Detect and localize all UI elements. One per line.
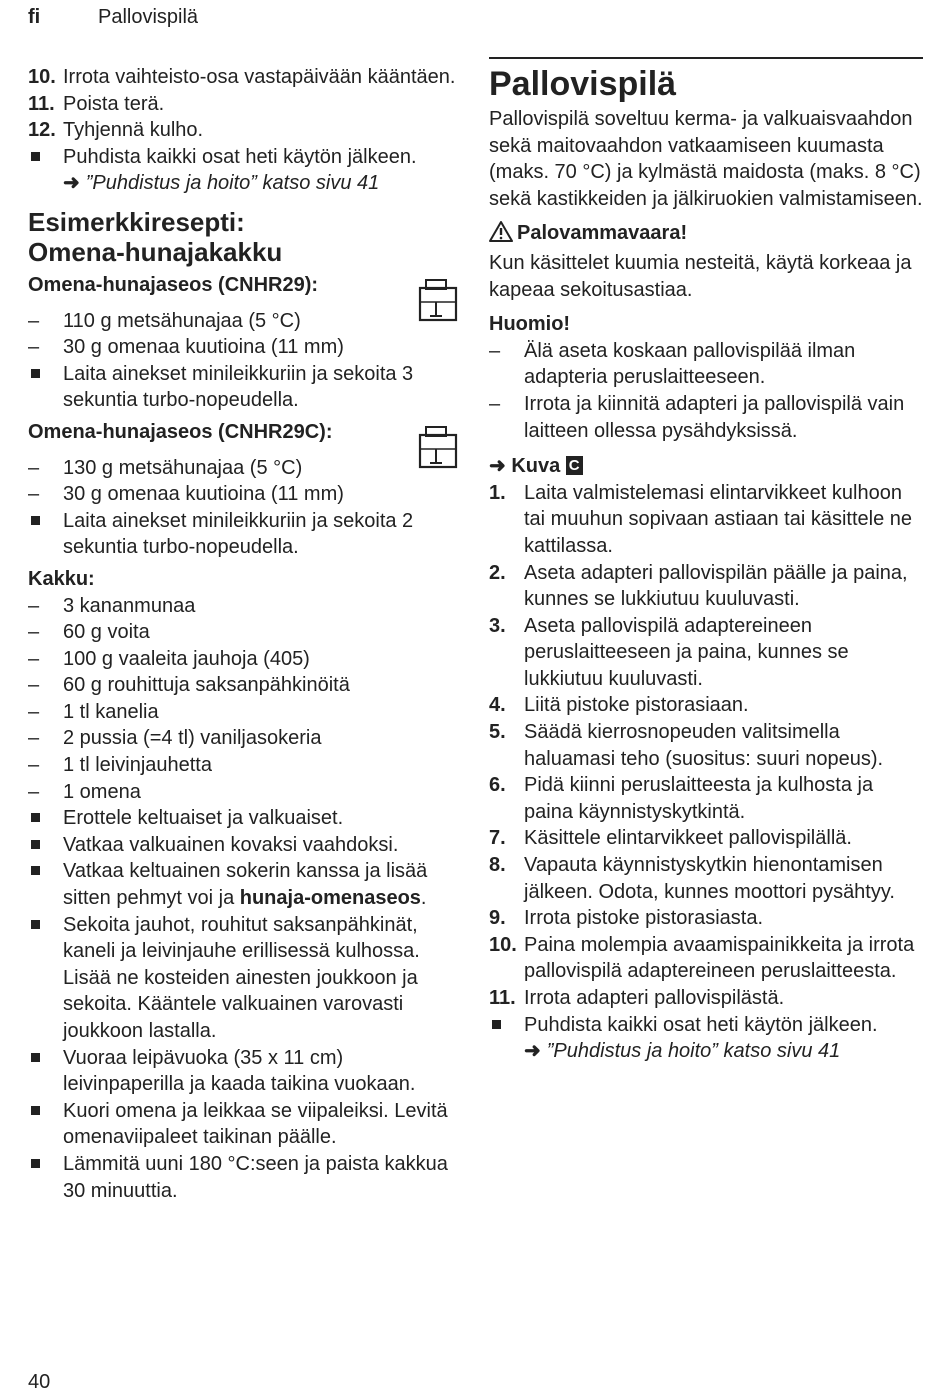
ingredient-item: – 2 pussia (=4 tl) vaniljasokeria	[28, 727, 322, 750]
bullet-square-icon	[28, 144, 63, 171]
warning-title: Palovammavaara!	[517, 222, 688, 245]
bullet-item	[28, 144, 460, 171]
section-divider	[489, 57, 923, 59]
bullet-square-icon	[28, 912, 63, 1045]
ingredient-item: – 30 g omenaa kuutioina (11 mm)	[28, 336, 344, 359]
section-title: Pallovispilä	[489, 65, 677, 103]
ingredient-item: – 130 g metsähunajaa (5 °C)	[28, 456, 303, 479]
bullet-square-icon	[28, 832, 63, 859]
right-column	[489, 64, 923, 1065]
step-item: 5. Säädä kierrosnopeuden valitsimella haluamasi teho (suositus: suuri nopeus).	[489, 721, 884, 770]
bullet-item: Lämmitä uuni 180 °C:seen ja paista kakkua 30 minuuttia.	[28, 1151, 460, 1204]
figure-letter-badge: C	[566, 456, 583, 475]
bullet-item: Vatkaa valkuainen kovaksi vaahdoksi.	[28, 832, 460, 859]
step-item: 1. Laita valmistelemasi elintarvikkeet kulhoon tai muuhun sopivaan astiaan tai käsittele ne kattilassa.	[489, 481, 913, 557]
cross-reference-text[interactable]: ”Puhdistus ja hoito” katso sivu 41	[546, 1040, 841, 1063]
step-item: 11. Irrota adapteri pallovispilästä.	[489, 987, 785, 1009]
bullet-square-icon	[28, 361, 63, 414]
ingredient-item: – 1 tl kanelia	[28, 700, 159, 723]
language-code: fi	[28, 6, 41, 28]
bullet-item: Puhdista kaikki osat heti käytön jälkeen.	[489, 1012, 923, 1039]
bullet-square-icon	[28, 805, 63, 832]
mini-chopper-icon	[414, 425, 460, 479]
step-item	[28, 64, 460, 91]
bullet-text: Puhdista kaikki osat heti käytön jälkeen.	[63, 145, 417, 168]
ingredient-item: – 60 g voita	[28, 621, 150, 644]
ingredient-item: – 30 g omenaa kuutioina (11 mm)	[28, 483, 344, 506]
step-text: Tyhjennä kulho.	[63, 119, 204, 142]
intro-paragraph: Pallovispilä soveltuu kerma- ja valkuaisvaahdon sekä maitovaahdon vatkaamiseen kuumasta (maks. 70 °C) ja kylmästä maidosta (maks. 8 °C) sekä kastikkeiden ja jälkiruokien valmistamiseen.	[489, 108, 923, 210]
ingredient-item: – 3 kananmunaa	[28, 594, 196, 617]
ingredient-item: – 100 g vaaleita jauhoja (405)	[28, 647, 310, 670]
bullet-square-icon	[28, 1151, 63, 1204]
ingredient-item: – 110 g metsähunajaa (5 °C)	[28, 309, 301, 332]
ingredient-item: – 60 g rouhittuja saksanpähkinöitä	[28, 674, 350, 697]
header-title: Pallovispilä	[98, 6, 199, 28]
bullet-square-icon	[28, 508, 63, 561]
bullet-item: Erottele keltuaiset ja valkuaiset.	[28, 805, 460, 832]
step-number: 11.	[28, 92, 55, 115]
page-header	[28, 6, 198, 29]
mini-chopper-icon	[414, 278, 460, 332]
bullet-square-icon	[28, 1098, 63, 1151]
bullet-square-icon	[28, 1045, 63, 1098]
bullet-item: Vatkaa keltuainen sokerin kanssa ja lisää sitten pehmyt voi ja hunaja-omenaseos.	[28, 858, 460, 911]
cross-reference-text[interactable]: ”Puhdistus ja hoito” katso sivu 41	[85, 172, 380, 195]
ingredient-item: – 1 omena	[28, 780, 141, 803]
warning-triangle-icon	[489, 220, 513, 250]
figure-reference	[489, 453, 923, 480]
warning-heading	[489, 220, 923, 250]
arrow-right-icon: ➜	[524, 1040, 541, 1063]
note-heading: Huomio!	[489, 313, 571, 336]
arrow-right-icon: ➜	[63, 172, 80, 195]
bullet-item: Laita ainekset minileikkuriin ja sekoita 3 sekuntia turbo-nopeudella.	[28, 361, 460, 414]
note-item: – Irrota ja kiinnitä adapteri ja pallovispilä vain laitteen ollessa pysähdyksissä.	[489, 392, 905, 442]
bullet-square-icon	[28, 858, 63, 911]
cake-heading: Kakku:	[28, 567, 95, 590]
step-item: 9. Irrota pistoke pistorasiasta.	[489, 907, 763, 930]
step-item: 10. Paina molempia avaamispainikkeita ja irrota pallovispilä adaptereineen peruslaitteesta.	[489, 933, 915, 983]
recipe-title-line-2: Omena-hunajakakku	[28, 236, 283, 267]
mix2-title: Omena-hunajaseos (CNHR29C):	[28, 420, 333, 443]
recipe-title-line-1: Esimerkkiresepti:	[28, 206, 245, 237]
cross-reference	[489, 1038, 923, 1065]
step-item	[28, 117, 460, 144]
step-item: 4. Liitä pistoke pistorasiaan.	[489, 694, 749, 717]
step-number: 10.	[28, 66, 56, 88]
step-text: Poista terä.	[63, 92, 165, 115]
step-item: 3. Aseta pallovispilä adaptereineen peruslaitteeseen ja paina, kunnes se lukkiutuu kuuluvasti.	[489, 614, 849, 690]
bullet-item: Laita ainekset minileikkuriin ja sekoita 2 sekuntia turbo-nopeudella.	[28, 508, 460, 561]
note-item: – Älä aseta koskaan pallovispilää ilman adapteria peruslaitteeseen.	[489, 339, 856, 389]
cross-reference	[28, 170, 460, 197]
mix1-title: Omena-hunajaseos (CNHR29):	[28, 273, 319, 296]
bullet-item: Kuori omena ja leikkaa se viipaleiksi. Levitä omenaviipaleet taikinan päälle.	[28, 1098, 460, 1151]
ingredient-item: – 1 tl leivinjauhetta	[28, 754, 212, 777]
left-column	[28, 64, 460, 1204]
arrow-right-icon: ➜	[489, 455, 506, 478]
step-item: 7. Käsittele elintarvikkeet pallovispilällä.	[489, 827, 852, 850]
step-number: 12.	[28, 119, 56, 142]
step-item: 6. Pidä kiinni peruslaitteesta ja kulhosta ja paina käynnistyskytkintä.	[489, 774, 874, 823]
bullet-item: Sekoita jauhot, rouhitut saksanpähkinät, kaneli ja leivinjauhe erillisessä kulhossa. Lisää ne kosteiden ainesten joukkoon ja sekoita. Kääntele valkuainen varovasti joukkoon lastalla.	[28, 912, 460, 1045]
step-item: 8. Vapauta käynnistyskytkin hienontamisen jälkeen. Odota, kunnes moottori pysähtyy.	[489, 854, 895, 903]
step-text: Irrota vaihteisto-osa vastapäivään kääntäen.	[63, 66, 456, 88]
bullet-square-icon	[489, 1012, 524, 1039]
warning-text: Kun käsittelet kuumia nesteitä, käytä korkeaa ja kapeaa sekoitusastiaa.	[489, 251, 912, 301]
figure-label: Kuva	[511, 455, 561, 478]
bullet-item: Vuoraa leipävuoka (35 x 11 cm) leivinpaperilla ja kaada taikina vuokaan.	[28, 1045, 460, 1098]
step-item	[28, 91, 460, 118]
page-number: 40	[28, 1371, 51, 1393]
step-item: 2. Aseta adapteri pallovispilän päälle ja paina, kunnes se lukkiutuu kuuluvasti.	[489, 561, 908, 611]
